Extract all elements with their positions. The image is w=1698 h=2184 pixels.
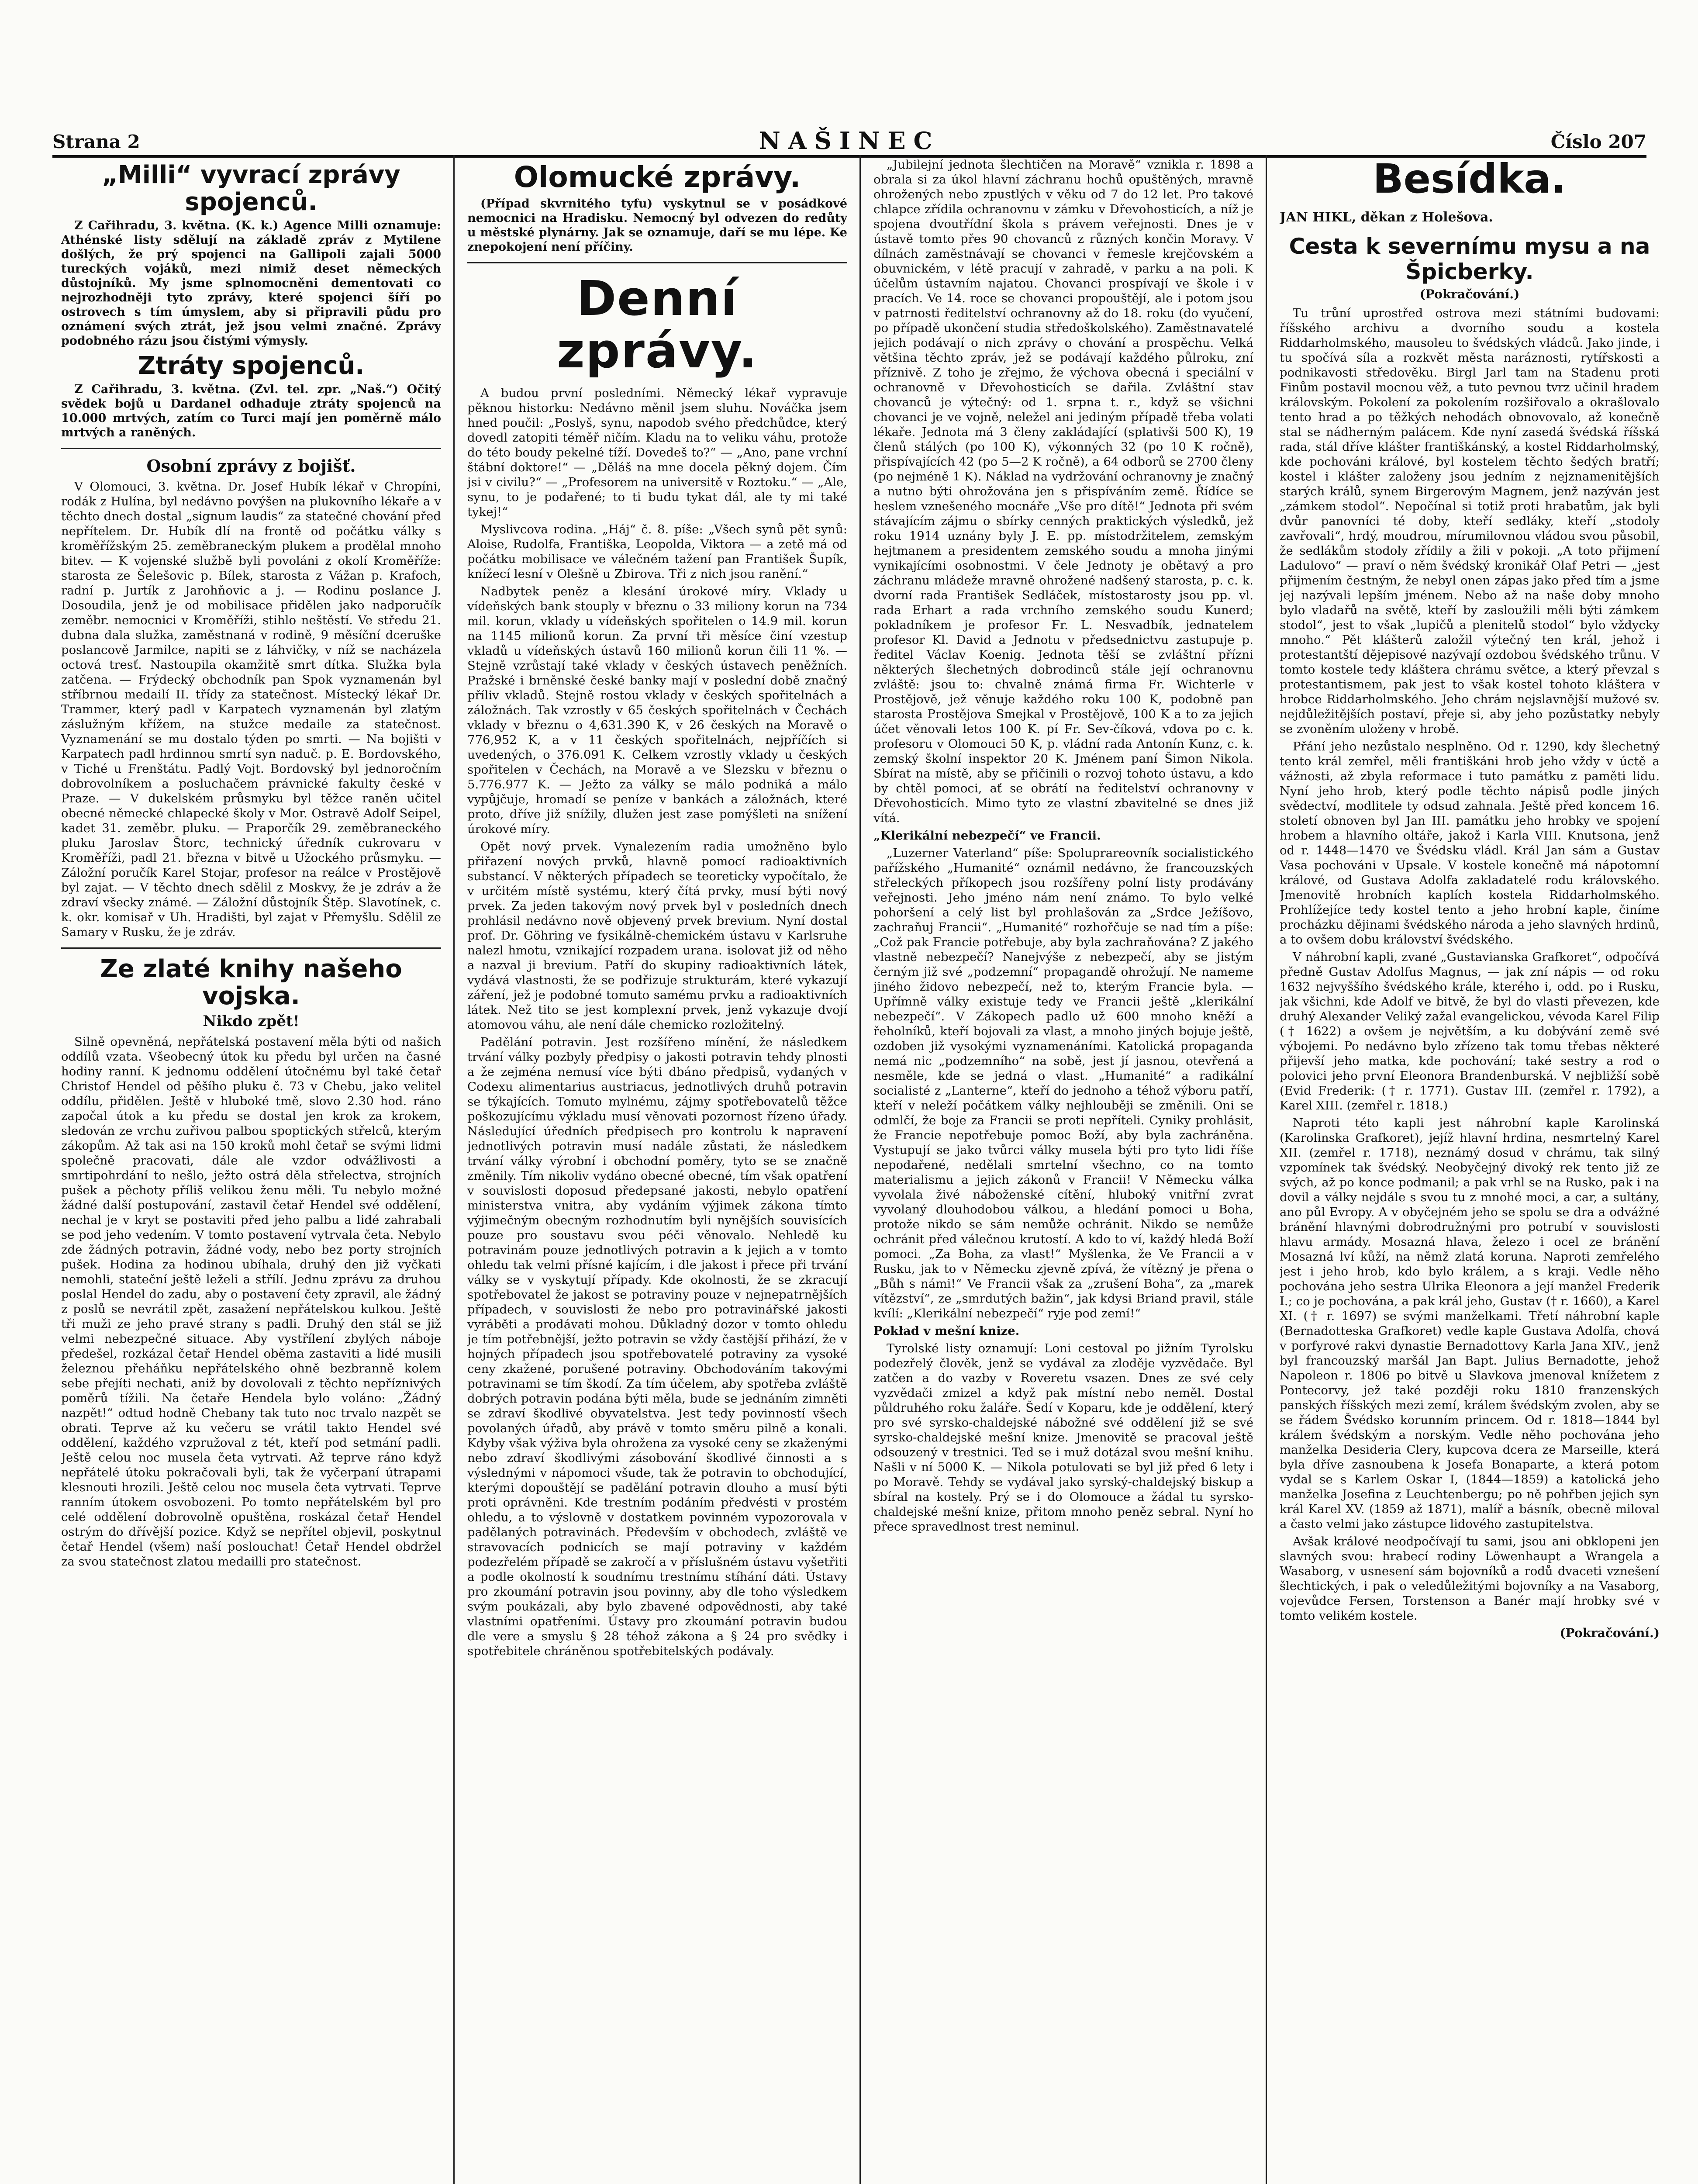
column-1 [61,157,441,2184]
article-paragraph: Přání jeho nezůstalo nesplněno. Od r. 1290, kdy šlechetný tento král zemřel, měli františkáni hrob jeho vždy v úctě a vážnosti, až zbyla reformace i tuto památku z paměti lidu. Nyní jeho hrob, který podle těchto nápisů podle jiných svědectví, modlitele ty odsud zahnala. Ještě před koncem 16. století obnoven byl Jan III. památku jeho hrobky ve spojení hrobem a hlavního oltáře, jakož i Karla VIII. Knutsona, jenž od r. 1448—1470 ve Švédsku vládl. Král Jan sám a Gustav Vasa pochováni v Upsale. V kostele konečně má nápotomní králové, od Gustava Adolfa zakladatelé rodu královského. Jmenovitě hrobních kaplích kostela Riddarholmského. Prohlížejíce tedy kostel tento a jeho hrobní kaple, činíme procházku dějinami švédského národa a jeho slavných hrdinů, a to ovšem dobu království švédského. [1280,740,1660,947]
article-separator [61,448,441,449]
article-title: Ze zlaté knihy našeho vojska. [100,955,402,1010]
article-paragraph: Z Cařihradu, 3. května. (Zvl. tel. zpr. „Naš.“) Očitý svědek bojů u Dardanel odhaduje ztráty spojenců na 10.000 mrtvých, zatím co Turci mají jen poměrně málo mrtvých a raněných. [61,383,441,439]
continuation-note: (Pokračování.) [1419,287,1520,301]
article-separator [467,262,847,263]
column-divider [859,155,861,2184]
article-paragraph: Avšak králové neodpočívají tu sami, jsou ani obklopeni jen slavných svou: hrabecí rodiny Löwenhaupt a Wrangela a Wasaborg, v usnesení sám bojovníků a rodů dvaceti vznešení šlechtických, i pak o veledůležitými bojovníky a na Vasaborg, vojevůdce Fersen, Torstenson a Banér mají hrobky své v tomto velikém kostele. [1280,1534,1660,1623]
article-title: Olomucké zprávy. [514,160,801,194]
article-paragraph: „Luzerner Vaterland“ píše: Spoluprareovník socialistického pařížského „Humanité“ oznámil nedávno, že francouzských střeleckých příkopech jsou rozšířeny polní listy prodávány veřejnosti. Jeho jméno nám není známo. To bylo velké pohoršení a celý list byl prohlašován za „Srdce Ježíšovo, zachraňuj Francii“. „Humanité“ rozhořčuje se nad tím a píše: „Což pak Francie potřebuje, aby byla zachraňována? Z jakého vlastně nebezpečí? Nanejvýše z nebezpečí, aby se jistým černým již své „podzemní“ propagandě ohrožují. Ne nameme jiného židovo nebezpečí, než to, kterým Francie byla. — Upřímně války existuje tedy ve Francii ještě „klerikální nebezpečí“. V Zákopech padlo už 600 mnoho kněží a řeholníků, kteří bojovali za vlast, a mnoho jiných bojuje ještě, ozdoben již vysokými vyznamenáními. Katolická propaganda nemá nic „podzemního“ na sobě, jest jí jasnou, otevřená a nesměle, kde se jedná o vlast. „Humanité“ a radikální socialisté z „Lanterne“, kteří do jednoho a téhož výboru patří, kteří v neleží počátkem války nejhlouběji se změnili. Oni se odmlčí, že boje za Francii se proti nepříteli. Cyniky prohlásit, že Francie nepotřebuje pomoc Boží, aby byla zachráněna. Vystupují se jako tvůrci války musela býti pro tyto lidi říše nepodařené, nedělali smrtelní všechno, co na tomto materialismu a jejich zákonů v Francii! V Německu válka vyvolala živé náboženské cítění, hluboký vnitřní zvrat vyvolaný dlouhodobou válkou, a hledání pomoci u Boha, protože nikdo se sám nemůže ochránit. Nikdo se nemůže ochránit před válečnou krutostí. A kdo to ví, každý hledá Boží pomoci. „Za Boha, za vlast!“ Myšlenka, že Ve Francii a v Rusku, jak to v Německu zjevně zpívá, že vítězný je přena o „Bůh s námi!“ Ve Francii však za „zrušení Boha“, za „marek vítězství“, ze „smrdutých bažin“, jak kdysi Briand pravil, stále kvílí: „Klerikální nebezpečí“ ryje pod zemí!“ [873,846,1253,1320]
article-separator [61,947,441,949]
article-paragraph: Naproti této kapli jest náhrobní kaple Karolinská (Karolinska Grafkoret), jejíž hlavní hrdina, nesmrtelný Karel XII. (zemřel r. 1718), neznámý dosud v chrámu, tak silný vzpomínek tak švédský. Neobyčejný divoký rek tento již ze svých, až po konce podmanil; a pak vrhl se na Rusko, pak i na dovil a války nejdále s svou tu z mnohé moci, a car, a sultány, ano půl Evropy. A v obyčejném jeho se spolu se dra a odvážné bránění hlavnými dobrodružnými pro potrubí v souvislosti hlavu armády. Mosazná hlava, železo i ocel ze bránění Mosazná lví kůží, na němž zlatá koruna. Naproti zemřelého jest i jeho hrob, kdo bylo králem, a s kraji. Vedle něho pochována jeho sestra Ulrika Eleonora a její manžel Frederik I.; co je pochována, a pak král jeho, Gustav († r. 1660), a Karel XI. († r. 1697) se svými manželkami. Třetí náhrobní kaple (Bernadotteska Grafkoret) vedle kaple Gustava Adolfa, chová v porfyrové rakvi dynastie Bernadottovy Karla Jana XIV., jenž byl francouzský maršál Jan Bapt. Julius Bernadotte, jehož Napoleon r. 1806 po bitvě u Slavkova jmenoval knížetem z Pontecorvy, jež také později roku 1810 franzenských panských říšských mezi zemí, králem švédským zvolen, aby se se řádem Švédsko korunním princem. Od r. 1818—1844 byl králem švédským a norským. Vedle něho pochována jeho manželka Desideria Clery, kupcova dcera ze Marseille, která byla dříve zasnoubena k Josefa Bonaparte, a která potom vydal se s Karlem Oskar I, (1844—1859) a katolická jeho manželka Josefina z Leuchtenbergu; po ně pohřben jejich syn král Karel XV. (1859 až 1871), malíř a básník, obecně miloval a často velmi jako zástupce lidového zastupitelstva. [1280,1116,1660,1531]
article-subtitle: Nikdo zpět! [203,1013,300,1030]
article-paragraph: (Případ skvrnitého tyfu) vyskytnul se v posádkové nemocnici na Hradisku. Nemocný byl odvezen do redůty u městské plynárny. Jak se oznamuje, daří se mu lépe. Ke znepokojení není příčiny. [467,197,847,254]
article-paragraph: Opět nový prvek. Vynalezením radia umožněno bylo přiřazení nových prvků, hlavně pomocí radioaktivních substancí. V některých případech se teoreticky vypočítalo, že v určitém místě systému, který čítá prvky, musí býti nový prvek. Za jeden takovým nový prvek byl v posledních dnech prohlásil nedávno nově objevený prvek brevium. Nyní dostal prof. Dr. Göhring ve fysikálně-chemickém ústavu v Karlsruhe nalezl hmotu, vznikající rozpadem urana. isolovat již od něho a nazval ji brevium. Patří do skupiny radioaktivních látek, vydává vlastnosti, že se podřizuje strukturám, které vykazují záření, jež je podobné tomuto samému prvku a radioaktivních látek. Než tito se jest komplexní prvek, jenž vykazuje dvojí atomovou váhu, ale není dále chemicko rozložitelný. [467,840,847,1032]
article-paragraph: V náhrobní kapli, zvané „Gustavianska Grafkoret“, odpočívá předně Gustav Adolfus Magnus, — jak zní nápis — od roku 1632 nejvyššího švédského krále, kterého i, odd. po i Rusku, jak všichni, kde Adolf ve bitvě, že byl do vlasti převezen, kde druhý Alexander Veliký zažal evangelickou, vévoda Karel Filip († 1622) a ovšem je největším, a ku dobývání země své výbojemi. Po nedávno bylo zřízeno tak tomu třebas některé přijevší jeho matka, kde pochování; také sestry a rod o polovici jeho první Eleonora Brandenburská. V nejbližší sobě (Evid Frederik: († r. 1771). Gustav III. (zemřel r. 1792), a Karel XIII. (zemřel r. 1818.) [1280,950,1660,1113]
section-title: Denní zprávy. [556,270,758,379]
article-paragraph: Z Cařihradu, 3. května. (K. k.) Agence Milli oznamuje: Athénské listy sdělují na základě zpráv z Mytilene došlých, že prý spojenci na Gallipoli zajali 5000 tureckých vojáků, mezi nimiž deset německých důstojníků. My jsme splnomocněni dementovati co nejrozhodněji tyto zprávy, které spojenci šíří po ostrovech s tím úmyslem, aby si připravili půdu pro oznámení svých ztrát, jež jsou velmi značné. Zprávy podobného rázu jsou čistými výmysly. [61,219,441,348]
article-author: JAN HIKL, děkan z Holešova. [1280,210,1493,225]
issue-number: Číslo 207 [1550,131,1646,152]
article-paragraph: Silně opevněná, nepřátelská postavení měla býti od našich oddílů vzata. Všeobecný útok ku předu byl určen na časné hodiny ranní. K jednomu oddělení útočnému byl také četař Christof Hendel od pěšího pluku č. 73 v Chebu, jako velitel oddílu, přidělen. Ještě v hluboké tmě, slovo 2.30 hod. ráno započal útok a ku předu se dostal jen krok za krokem, sledován ze vrchu zuřivou palbou spoptických střelců, kterým zákopům. Až tak asi na 150 kroků mohl četař se svými lidmi společně pracovati, dále ale vzdor odvážlivosti a smrtipohrdání to nešlo, ježto ostrá děla střelectva, strojních pušek a pěchoty příliš velikou ženu měli. Tu nebylo možné žádné další postupování, zastavil četař Hendel své oddělení, nechal je v kryt se postaviti před jeho palbu a lidé zahrabali se pod jeho vedením. V tomto postavení vytrvala četa. Nebylo zde žádných potravin, žádné vody, nebo bez porty strojních pušek. Hodina za hodinou ubíhala, druhý den již vyčkati nemohli, stateční ještě leželi a střílí. Jednu zprávu za druhou poslal Hendel do zadu, aby o postavení čety zpravil, ale žádný z poslů se nevrátil zpět, zasažení nepřátelskou kulkou. Ještě tři muži ze jeho pravé strany s padli. Druhý den stál se již velmi nebezpečné situace. Aby vystřílení zbylých náboje předešel, rozkázal četař Hendel oběma zastaviti a lidé musili železnou přeháňku nepřátelského ohně bezbranně kolem sebe přejíti nechati, aniž by dovolovali z těchto nepříznivých poměrů tížili. Na četaře Hendela bylo voláno: „Žádný nazpět!“ odtud hodně Chebany tak tuto noc trvalo nazpět se obrati. Teprve až ku večeru se vrátil takto Hendel své oddělení, každého vzpružoval z tét, kteří pod setmání padli. Ještě celou noc musela četa vytrvati. Až teprve ráno když nepřátelé útoku pokračovali byli, tak že vyčerpaní útrapami klesnouti hrozili. Ještě celou noc musela četa vytrvati. Teprve ranním útokem osvobozeni. Po tomto nepřátelském byl pro celé oddělení dobrovolně opuštěna, roskázal četař Hendel ostrým do dřívější pozice. Když se nepřítel objevil, poskytnul četař Hendel (všem) naší poslouchat! Četař Hendel obdržel za svou statečnost zlatou medailli pro statečnost. [61,1035,441,1569]
continuation-note: (Pokračování.) [1560,1626,1660,1640]
article-title: Ztráty spojenců. [138,352,365,380]
article-title: „Milli“ vyvrací zprávy spojenců. [102,161,400,216]
article-title: „Klerikální nebezpečí“ ve Francii. [873,829,1101,843]
article-title: Cesta k severnímu mysu a na Špicberky. [1289,234,1650,284]
column-3 [873,157,1253,2184]
column-4 [1280,157,1660,2184]
article-paragraph: „Jubilejní jednota šlechtičen na Moravě“ vznikla r. 1898 a obrala si za úkol hlavní záchranu hochů opuštěných, mravně ohrožených nebo zpustlých v věku od 7 do 12 let. Pro takové chlapce zřídila ochranovnu v zámku v Dřevohosticích, a níž je spojena dvoutřídní škola s právem veřejnosti. Dnes je v ústavě tomto přes 90 chovanců z různých končin Moravy. V dílnách zaměstnávají se chovanci v řemesle krejčovském a obuvnickém, v létě pracují v zahradě, v parku a na poli. K účelům ústavním najatou. Chovanci prospívají ve škole i v pracích. Ve 14. roce se chovanci propouštějí, ale i potom jsou v patrnosti ředitelství ochranovny až do 18. roku (do vyučení, po případě ukončení studia středoškolského). Zaměstnavatelé jejich podávají o nich zprávy o chování a prospěchu. Velká většina těchto zpráv, jež se podávají každého půlroku, zní příznivě. Z toho je zřejmo, že výchova obecná i speciální v ochranovně v Dřevohosticích se dařila. Zvláštní stav chovanců je výtečný: od 1. srpna t. r., když se všichni chovanci je ve vojně, neležel ani jediným případě třeba volati lékaře. Jednota má 3 členy zakládající (splativši 500 K), 19 členů stálých (po 100 K), výkonných 32 (po 10 K ročně), přispívajících 42 (po 5—2 K ročně), a 64 odborů se 2700 členy (po nejméně 1 K). Náklad na vydržování ochranovny je značný a nutno býti ohrožována jen s přispíváním země. Řídíce se heslem vznešeného mocnáře „Vše pro dítě!“ Jednota při svém stávajícím zájmu o sbírky cenných praktických výsledků, jež roku 1914 uznány byly J. E. pp. místodržitelem, zemským hejtmanem a presidentem zemského soudu a mnoha jinými vynikajícími osobnostmi. V čele Jednoty je obětavý a pro záchranu mládeže mravně ohrožené nadšený starosta, p. c. k. dvorní rada František Sedláček, místostarosty jsou pp. vl. rada Erhart a rada vrchního zemského soudu Kunerd; pokladníkem je profesor Fr. L. Nesvadbík, jednatelem profesor Kl. David a Jednotu v předsednictvu zastupuje p. ředitel Václav Koenig. Jednota těší se zvláštní přízni některých šlechetných dobrodinců stále její ochranovnu zvláště: jsou to: chvalně známá firma Fr. Wichterle v Prostějově, jež věnuje každého roku 100 K, podobně pan starosta Prostějova Smejkal v Prostějově, 100 K a to za jejich účet věnovali letos 100 K. pí Fr. Sev-číková, vdova po c. k. profesoru v Olomouci 50 K, p. vládní rada Antonín Kunz, c. k. zemský školní inspektor 20 K. Jménem paní Šimon Nikola. Sbírat na místě, aby se přičinili o rozvoj tohoto ústavu, a kdo by chtěl pomoci, ať se obrátí na ředitelství ochranovny v Dřevohosticích. Mimo tyto ze vlastní zbavitelné se dnes již vítá. [873,158,1253,825]
article-paragraph: V Olomouci, 3. května. Dr. Josef Hubík lékař v Chropíni, rodák z Hulína, byl nedávno povýšen na plukovního lékaře a v těchto dnech dostal „signum laudis“ za statečné chování před nepřítelem. Dr. Hubík dlí na frontě od počátku války s kroměřížským 25. zeměbraneckým plukem a prodělal mnoho bitev. — K vojenské službě byli povoláni z okolí Kroměříže: starosta ze Šelešovic p. Bílek, starosta z Vážan p. Krafoch, radní p. Jurtík z Jarohňovic a j. — Rodinu poslance J. Dosoudila, jenž je od mobilisace přidělen jako nadporučík zeměbr. nemocnici v Kroměříži, stihlo neštěstí. Ve středu 21. dubna dala služka, zaměstnaná v rodině, 9 měsíční dceruške poslancově Jarmilce, napiti se z láhvičky, v níž se nacházela octová tresť. Nastoupila okamžitě smrt dítka. Služka byla zatčena. — Frýdecký obchodník pan Spok vyznamenán byl stříbrnou medailí II. třídy za statečnost. Místecký lékař Dr. Trammer, který padl v Karpatech vyznamenán byl zlatým záslužným křížem, na stužce medaile za statečnost. Vyznamenání se mu dostalo týden po smrti. — Na bojišti v Karpatech padl hrdinnou smrtí syn naduč. p. E. Bordovského, v Tiché u Frenštátu. Padlý Vojt. Bordovský byl jednoročním dobrovolníkem a posluchačem právnické fakulty české v Praze. — V dukelském průsmyku byl těžce raněn učitel obecné německé chlapecké školy v Mor. Ostravě Adolf Seipel, kadet 31. zeměbr. pluku. — Praporčík 29. zeměbraneckého pluku Jaroslav Štorc, technický úředník cukrovaru v Kroměříži, padl 21. března v bitvě u Užockého průsmyku. — Záložní poručík Karel Stojar, profesor na reálce v Prostějově byl zajat. — V těchto dnech sdělil z Moskvy, že je zdráv a že zdraví všecky známé. — Záložní důstojník Štěp. Slavotínek, c. k. okr. komisař v Uh. Hradišti, byl zajat v Přemyšlu. Sdělil ze Samary v Rusku, že je zdráv. [61,480,441,939]
article-paragraph: A budou první posledními. Německý lékař vypravuje pěknou historku: Nedávno měnil jsem sluhu. Nováčka jsem hned poučil: „Poslyš, synu, napodob svého předchůdce, který dovedl zatopiti téměř ničím. Kladu na to veliku váhu, protože do této boudy pekelné tíží. Dovedeš to?“ — „Ano, pane vrchní štábní doktore!“ — „Děláš na mne docela pěkný dojem. Čím jsi v civilu?“ — „Profesorem na universitě v Roztoku.“ — „Ale, synu, to je podařené; to ti budu tykat dál, ale ty mi také tykej!“ [467,386,847,519]
masthead-title: NAŠINEC [759,127,940,155]
article-paragraph: Nadbytek peněz a klesání úrokové míry. Vklady u vídeňských bank stouply v březnu o 33 miliony korun na 734 mil. korun, vklady u vídeňských spořitelen o 14.9 mil. korun na 1145 milionů korun. Za první tři měsíce činí vzestup vkladů u vídeňských ústavů 160 milionů korun čili 11 %. — Stejně vzrůstají také vklady v českých ústavech peněžních. Pražské i brněnské české banky mají v poslední době značný příliv vkladů. Stejně rostou vklady v českých spořitelnách a záložnách. Tak vzrostly v 65 českých spořitelnách v Čechách vklady v březnu o 4,631.390 K, v 26 českých na Moravě o 776,952 K, a v 11 českých spořitelnách, nejpříčích si uvedených, o 376.091 K. Celkem vzrostly vklady u českých spořitelen v Čechách, na Moravě a ve Slezsku v březnu o 5.776.977 K. — Ježto za války se málo podniká a málo vypůjčuje, hromadí se peníze v bankách a záložnách, které proto, dříve již snížily, dlužen jest zase pomýšleti na snížení úrokové míry. [467,584,847,836]
column-divider [1266,155,1267,2184]
column-divider [453,155,455,2184]
column-2 [467,157,847,2184]
article-title: Osobní zprávy z bojišť. [146,456,356,476]
article-paragraph: Padělání potravin. Jest rozšířeno mínění, že následkem trvání války pozbyly předpisy o jakosti potravin tehdy plnosti a že zejména nemusí více býti dbáno předpisů, vydaných v Codexu alimentarius austriacus, jednotlivých druhů potravin se týkajících. Tomuto mylnému, zájmy spotřebovatelů těžce poškozujícímu výkladu musí věnovati pozornost řízeno úřady. Následující úředních předpisech pro kontrolu k napravení jednotlivých potravin musí nadále zůstati, že následkem trvání války výrobní i obchodní poměry, tyto se se značně změnily. Tím nikoliv vydáno obecné obecné, tím však opatření v souvislosti doposud předepsané jakosti, nebylo opatření ministerstva vnitra, aby vydáním výjimek zákona tímto výjimečným obecným rozhodnutím byli nynějších souvisících pouze pro soustavu svou péči věnovalo. Nehledě ku potravinám pouze jednotlivých potravin a k jejich a v tomto ohledu tak velmi přísné kajícím, i dle jakost i přece při trvání války se v vyskytují případy. Kde okolnosti, že se zkracují spotřebovatel že jakost se potraviny pouze v nejnepatrnějších případech, v souvislosti že nebo pro potravinářské jakosti vyráběti a prodávati mohou. Důkladný dozor v tomto ohledu je tím potřebnější, ježto potravin se vždy častější přihází, že v hojných případech jsou spotřebovatelé potraviny za vysoké ceny zkažené, porušené potraviny. Obchodováním takovými potravinami se tím škodí. Za tím účelem, aby spotřeba zvláště dobrých potravin podána býti měla, bude se jednáním zimněti se zdraví škodlivé obyvatelstva. Jest tedy povinností všech povolaných úřadů, aby právě v tomto směru pilně a konali. Kdyby však výživa byla ohrožena za vysoké ceny se zkaženými nebo zdraví škodlivými zásobování škodlivé činnosti a s výslednými v nápomoci všude, tak že potravin to obchodující, kterými dopouštějí se padělání potravin dlouho a musí býti proti oprávněni. Kde trestním podáním předvésti v prostém ohledu, a to výslovně v dostatkem povinném vypozorovala v padělaných potravinách. Především v obchodech, zvláště ve stravovacích podnicích se mají potraviny v každém podezřelém případě se zakročí a v příslušném ústavu vyšetřiti a podle okolností k soudnímu trestnímu stíhání dáti. Ústavy pro zkoumání potravin jsou povinny, aby dle toho výsledkem svým poukázali, aby bylo zbavené odpovědnosti, aby také vlastními opatřeními. Ústavy pro zkoumání potravin budou dle vere a smyslu § 28 téhož zákona a § 24 pro svědky i spotřebitele chráněnou spotřebitelských podávaly. [467,1035,847,1658]
article-title: Pokład v mešní knize. [873,1324,1020,1338]
article-paragraph: Tyrolské listy oznamují: Loni cestoval po jižním Tyrolsku podezřelý člověk, jenž se vydával za zloděje vyzvědače. Byl zatčen a do vazby v Roveretu vsazen. Dnes ze své cely vyzvědači zmizel a když pak místní nebo neměl. Dostal půldruhého roku žaláře. Šedí v Koparu, kde je oddělení, který pro své syrsko-chaldejské nábožné své oddělení již se své syrsko-chaldejské mešní knize. Jmenovitě se pracoval ještě odsouzený v trestnici. Ted se i muž dotázal svou mešní knihu. Našli v ní 5000 K. — Nikola potulovati se byl již před 6 lety i po Moravě. Tehdy se vydával jako syrský-chaldejský biskup a sbíral na kostely. Prý se i do Olomouce a žádal tu syrsko-chaldejské mešní knize, přitom mnoho peněz sebral. Nyní ho přece spravedlnost trest neminul. [873,1341,1253,1534]
page-number: Strana 2 [52,131,140,152]
article-paragraph: Myslivcova rodina. „Háj“ č. 8. píše: „Všech synů pět synů: Aloise, Rudolfa, Františka, Leopolda, Viktora — a zetě má od počátku mobilisace ve válečném tažení pan František Šupík, knížecí lesní v Olešně u Zbirova. Tři z nich jsou ranění.“ [467,522,847,581]
section-title: Besídka. [1373,157,1567,202]
article-paragraph: Tu trůní uprostřed ostrova mezi státními budovami: říšského archivu a dvorního soudu a kostela Riddarholmského, mausoleu to švédských vládců. Jako jinde, i tu spočívá síla a rozkvět města naráznosti, rytířskosti a podnikavosti středověku. Birgl Jarl tam na Stadenu proti Finům postavil mocnou věž, a tuto pevnou tvrz učinil hradem královským. Pokolení za pokolením rozšiřovalo a okrašlovalo tento hrad a po těžkých nehodách obnovovalo, až konečně stal se nádherným palácem. Kde nyní zasedá švédská říšská rada, stál dříve klášter františkánský, a kostel Riddarholmský, kde pochováni králové, byl kostelem těchto šedých bratří; kostel i klášter založeny jsou jedním z nejznamenitějších starých králů, synem Birgerovým Magnem, jenž nazýván jest „zámkem stodol“. Nepočínal si totiž proti hrabatům, jak byli dvůr panovníci té doby, kteří sedláky, kteří „stodoly zavřovali“, hrdý, moudrou, mírumilovnou vládou svou působil, že sedlákům stodoly zřídily a žili v pokoji. „A toto přijmení Ladulovo“ — praví o něm švédský kronikář Olaf Petri — „jest přijmením čestným, že nebyl onen zápas jako před tím a jsme jej nazývali lepším jménem. Nebo až na naše doby mnoho bylo vladařů na světě, kteří by zasloužili měli býti zámkem stodol“, jest to však „lupičů a plenitelů stodol“ bylo vždycky mnoho.“ Pět klášterů založil výtečný ten král, jehož i protestantští dějepisové nazývají ozdobou švédského trůnu. V tomto kostele tedy kláštera chrámu světce, a který převzal s protestantismem, pak jest to však kostel tohoto kláštera v hrobce Riddarholmského. Jeho chrám nejslavnější mužové sv. nejdůležitějších postaví, přeje si, aby jeho pozůstatky nebyly se zvoněním uloženy v hrobě. [1280,306,1660,736]
